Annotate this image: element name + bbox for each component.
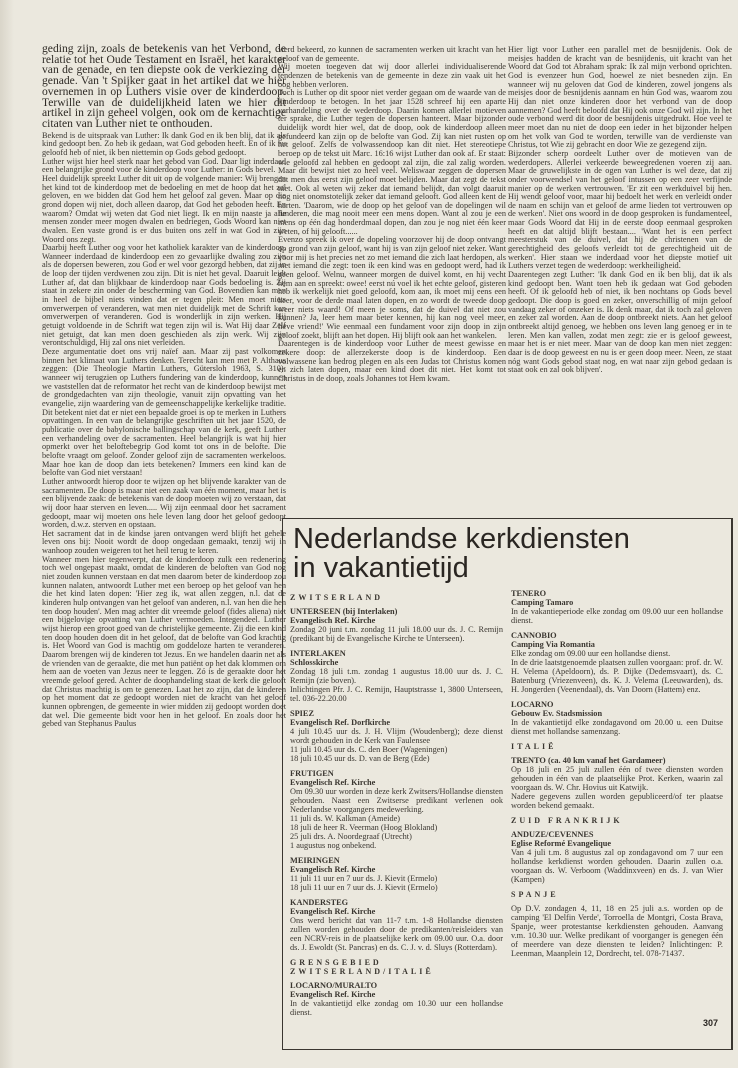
service-detail: Om 09.30 uur worden in deze kerk Zwitsers/Hollandse diensten gehouden. Naast een Zwitserse predikant verlenen ook Nederlandse voorgangers medewerking. (290, 787, 503, 814)
service-place: INTERLAKEN (290, 649, 346, 658)
service-church: Gebouw Ev. Stadsmission (511, 709, 603, 718)
service-detail: Ons werd bericht dat van 11-7 t.m. 1-8 Hollandse diensten zullen worden gehouden door de predikanten/reisleiders van een NCRV-reis in de plaatselijke kerk om 09.00 uur. O.a. door ds. J. Ewoldt (St. Pancras) en ds. C. J. v. d. Sluys (Rotterdam). (290, 916, 503, 952)
article-paragraph: Toch is Luther op dit spoor niet verder gegaan om de waarde van de kinderdoop te betogen. In het jaar 1528 schreef hij een aparte verhandeling over de wederdoop. Daarin komen allerlei motieven ter sprake, die Luther tegen de dopersen hanteert. Maar bijzonder duidelijk wordt hier wel, dat de doop, ook de kinderdoop alleen gefundeerd kan zijn op de belofte van God. Zij kan niet rusten op het geloof. Zelfs de volwassendoop kan dit niet. Het stereotiepe beroep op de tekst uit Marc. 16:16 wijst Luther dan ook af. Er staat: wie geloofd zal hebben en gedoopt zal zijn, die zal zalig worden. Maar dit bewijst niet zo heel veel. Weliswaar zeggen de dopersen dat men dus eerst zijn geloof moet belijden. Maar dat zegt de tekst niet. Ook al weten wij zeker dat iemand belijdt, dan volgt daaruit nog niet onomstotelijk zeker dat iemand gelooft. God alleen kent de harten. 'Daarom, wie de doop op het geloof van de dopelingen wil funderen, die mag nooit meer een mens dopen. Want al zou je een mens op één dag honderdmaal dopen, dan zou je nog niet één keer weten, of hij gelooft...... (278, 88, 506, 236)
article-paragraph: Daarbij heeft Luther oog voor het katholiek karakter van de kinderdoop. Wanneer inderdaad de kinderdoop een zo gevaarlijke dwaling zou zijn als de dopersen beweren, zou God er wel voor gezorgd hebben, dat zij in de loop der tijden verdwenen zou zijn. Dit is niet het geval. Daaruit leidt Luther af, dat dan blijkbaar de kinderdoop naar Gods bedoeling is. Zij staat in zekere zin onder de bescherming van God. Bovendien kan men in heel de bijbel niets vinden dat er tegen pleit: Men moet niets omverwerpen of veranderen, wat men niet duidelijk met de Schrift kan omverwerpen of veranderen. God is wonderlijk in zijn werken. Hij getuigt voldoende in de Schrift wat tegen zijn wil is. Wat Hij daar Zelf niet getuigt, dat kan men doen geschieden als zijn werk. Wij zijn verontschuldigd, Hij zal ons niet verleiden. (42, 243, 286, 348)
service-place: TRENTO (ca. 40 km vanaf het Gardameer) (511, 756, 666, 765)
service-detail: 11 juli 11 uur en 7 uur ds. J. Kievit (Ermelo) (290, 874, 438, 883)
article-paragraph: Bekend is de uitspraak van Luther: Ik dank God en ik ben blij, dat ik als kind gedoopt ben. Zo heb ik gedaan, wat God geboden heeft. En of ik nu geloofd heb of niet, ik ben niettemin op Gods gebod gedoopt. (42, 130, 286, 157)
article-paragraph: Daarentegen is de kinderdoop voor Luther de meest gewisse en zekere doop: de allerzekerste doop is de kinderdoop. Een volwassene kan bedrog plegen en als een Judas tot Christus komen en zich laten dopen, maar een kind doet dit niet. Het komt tot Christus in de doop, zoals Johannes tot Hem kwam. (278, 339, 506, 383)
service-church: Camping Via Romantia (511, 640, 595, 649)
service-entry (511, 756, 723, 810)
article-paragraph: Bijzonder scherp oordeelt Luther over de motieven van de wederdopers. Allerlei verkeerde beweegredenen voeren zij aan. Maar de gruwelijkste in de ogen van Luther is wel deze, dat zij onder voorwendsel van het geloof intussen op een zeer verfijnde manier op de werken vertrouwen. 'Er zit een werkduivel bij hen. Hij wendt geloof voor, maar hij bedoelt het werk en verleidt onder de naam en schijn van et geloof de arme lieden tot vertrouwen op de werken'. Niet ons woord in de doop gesproken is fundamenteel, maar Gods Woord dat Hij in de eerste doop eenmaal gesproken heeft en dat altijd blijft bestaan.... 'Want het is een perfect meesterstuk van de duivel, dat hij de christenen van de gerechtigheid des geloofs verleidt tot de gerechtigheid uit de werken'. Hier staan we inderdaad voor het diepste motief uit Luthers verzet tegen de wederdoop: werkheiligheid. (508, 148, 732, 271)
service-entry (511, 589, 723, 625)
service-church: Schlosskirche (290, 658, 339, 667)
country-heading: ITALIË (511, 742, 557, 751)
article-paragraph: werd bekeerd, zo kunnen de sacramenten werken uit kracht van het geloof van de gemeente. (278, 46, 506, 63)
church-services-box (282, 518, 733, 1050)
service-church: Evangelisch Ref. Kirche (290, 907, 376, 916)
country-heading: ZUID FRANKRIJK (511, 816, 623, 825)
article-paragraph: Wanneer men hier tegenwerpt, dat de kinderdoop zulk een redenering toch wel ongepast maakt, omdat de kinderen de beloften van God nog niet zouden kunnen verstaan en dat men daarom beter de kinderdoop zou kunnen nalaten, antwoordt Luther met een beroep op het geloof van hen die het kind laten dopen: 'Hier zeg ik, wat allen zeggen, n.l. dat de kinderen hulp ontvangen van het geloof van anderen, n.l. van hen die hen ten doop houden'. Men mag achter dit vreemde geloof (fides aliena) niet een bijgelovige opvatting van Luther vermoeden. Integendeel. Luther wijst hierop een groot goed van de christelijke gemeente. Zij die een kind ten doop houden doen dit in het geloof, dat de belofte van God krachtig is. Het Woord van God is machtig om goddeloze harten te veranderen. Daarom brengen wij de kinderen tot Jezus. En we handelen daarin net als de vrienden van de geraakte, die met hun patiënt op het dak klommen om hem aan de voeten van Jezus neer te leggen. Zó is de geraakte door het vreemde geloof gered. Achter de doophandeling staat de kerk die gelooft dat Christus machtig is om te genezen. Laat het zo zijn, dat de kinderen op het moment dat ze gedoopt worden niet de kracht van het geloof kunnen opbrengen, de gemeente in wier midden zij gedoopt worden doet dat wel. Die gemeente bidt voor hen in het geloof. En zoals door het gebed van Stephanus Paulus (42, 554, 286, 729)
service-detail: Op 18 juli en 25 juli zullen één of twee diensten worden gehouden in één van de plaatselijke Prot. Kerken, waarin zal voorgaan ds. W. Chr. Hovius uit Katwijk. (511, 765, 723, 792)
service-church: Evangelisch Ref. Dorfkirche (290, 718, 391, 727)
service-entry (290, 769, 503, 850)
service-place: MEIRINGEN (290, 856, 340, 865)
service-detail: 18 juli 11 uur en 7 uur ds. J. Kievit (Ermelo) (290, 883, 438, 892)
service-detail: Nadere gegevens zullen worden gepubliceerd/of ter plaatse worden bekend gemaakt. (511, 792, 723, 810)
service-entry (290, 898, 503, 952)
service-detail: 1 augustus nog onbekend. (290, 841, 377, 850)
service-detail: 18 juli 10.45 uur ds. D. van de Berg (Ede) (290, 754, 430, 763)
service-place: LOCARNO/MURALTO (290, 981, 378, 990)
service-entry (511, 631, 723, 694)
country-heading: ZWITSERLAND (290, 593, 384, 602)
country-heading: GRENSGEBIED ZWITSERLAND/ITALIË (290, 958, 434, 976)
service-detail: In de vakantieperiode elke zondag om 09.00 uur een hollandse dienst. (511, 607, 723, 625)
article-intro: geding zijn, zoals de betekenis van het Verbond, de relatie tot het Oude Testament en Israël, het karakter van de genade, en ten diepste ook de verkiezing der genade. Van 't Spijker gaat in het artikel dat we hier overnemen in op Luthers visie over de kinderdoop. Terwille van de duidelijkheid laten we hier dit artikel in zijn geheel volgen, ook om de kernachtige citaten van Luther niet te onthouden. (42, 44, 286, 130)
service-detail: Zondag 18 juli t.m. zondag 1 augustus 18.00 uur ds. J. C. Remijn (zie boven). (290, 667, 503, 685)
service-detail: Op D.V. zondagen 4, 11, 18 en 25 juli a.s. worden op de camping 'El Delfin Verde', Torroella de Montgri, Costa Brava, Spanje, weer protestantse kerkdiensten gehouden. Aanvang v.m. 10.30 uur. Welke predikant of voorganger is genegen één of meerdere van deze diensten te leiden? Inlichtingen: P. Leenman, Maanplein 12, Dordrecht, tel. 078-71437. (511, 904, 723, 958)
page-edge (0, 0, 14, 1068)
article-paragraph: Luther antwoordt hierop door te wijzen op het blijvende karakter van de sacramenten. De doop is maar niet een zaak van één moment, maar het is een blijvende zaak: de betekenis van de doop moeten wij zo verstaan, dat wij door haar sterven en leven..... Wij zijn eenmaal door het sacrament gedoopt, maar wij moeten ons hele leven lang door het geloof gedoopt worden, d.w.z. sterven en opstaan. (42, 476, 286, 530)
service-place: LOCARNO (511, 700, 554, 709)
service-place: SPIEZ (290, 709, 314, 718)
box-title (293, 525, 630, 583)
service-entry (290, 649, 503, 703)
service-detail: 18 juli de heer R. Veerman (Hoog Blokland) (290, 823, 438, 832)
article-paragraph: Dit betekent niet dat er niet een bepaalde groei is op te merken in Luthers opvattingen. In een van de belangrijke geschriften uit het jaar 1520, de publicatie over de babylonische ballingschap van de kerk, geeft Luther een verhandeling over de sacramenten. Heel belangrijk is wat hij hier opmerkt over het beloftebegrip God komt tot ons in de belofte. Die belofte vraagt om geloof. Zonder geloof zijn de sacramenten werkeloos. Maar hoe kan de doop dan iets betekenen? Immers een kind kan de belofte van God niet verstaan! (42, 407, 286, 478)
listing-left-column (290, 589, 503, 1023)
service-church: Evangelisch Ref. Kirche (290, 616, 376, 625)
service-detail: 25 juli drs. A. Noordegraaf (Utrecht) (290, 832, 412, 841)
article-paragraph: Het sacrament dat in de kindse jaren ontvangen werd blijft het gehele leven ons bij: Nooit wordt de doop ongedaan gemaakt, tenzij wij in wanhoop zouden weigeren tot het heil terug te keren. (42, 528, 286, 556)
service-place: UNTERSEEN (bij Interlaken) (290, 607, 398, 616)
service-detail: Van 4 juli t.m. 8 augustus zal op zondagavond om 7 uur een hollandse kerkdienst worden gehouden. Daarin zullen o.a. voorgaan ds. W. Verboom (Waddinxveen) en ds. J. van Wier (Kampen) (511, 848, 723, 884)
service-detail: 11 juli ds. W. Kalkman (Ameide) (290, 814, 401, 823)
article-paragraph: Luther wijst hier heel sterk naar het gebod van God. Daar ligt inderdaad een belangrijke grond voor de kinderdoop voor Luther: in Gods bevel. (42, 156, 286, 175)
service-detail: In de vakantietijd elke zondagavond om 20.00 u. een Duitse dienst met hollandse samenzang. (511, 718, 723, 736)
service-detail: Zondag 20 juni t.m. zondag 11 juli 18.00 uur ds. J. C. Remijn (predikant bij de Evangelische Kirche te Unterseen). (290, 625, 503, 643)
service-church: Eglise Reformé Evangelique (511, 839, 612, 848)
service-place: KANDERSTEG (290, 898, 349, 907)
service-detail: Elke zondag om 09.00 uur een hollandse dienst. (511, 649, 671, 658)
service-entry (511, 700, 723, 736)
service-detail: 4 juli 10.45 uur ds. J. H. Vlijm (Woudenberg); deze dienst wordt gehouden in de Kerk van Faulensee (290, 727, 503, 745)
listing-right-column (511, 589, 723, 964)
service-entry (511, 830, 723, 884)
service-church: Evangelisch Ref. Kirche (290, 778, 376, 787)
service-entry (290, 607, 503, 643)
service-church: Evangelisch Ref. Kirche (290, 990, 376, 999)
service-place: ANDUZE/CEVENNES (511, 830, 594, 839)
service-place: FRUTIGEN (290, 769, 334, 778)
article-column-1 (42, 44, 286, 1024)
service-detail: Inlichtingen Pfr. J. C. Remijn, Hauptstrasse 1, 3800 Unterseen, tel. 036-22.20.00 (290, 685, 503, 703)
article-paragraph: Evenzo spreek ik over de dopeling voorzover hij de doop ontvangt op grond van zijn geloof, want hij is van zijn geloof niet zeker. Want voor mij is het precies net zo met iemand die zich laat herdopen, als met iemand die zegt: toen ik een kind was en gedoopt werd, had ik geen geloof. Welnu, wanneer morgen de duivel komt, en hij vecht hem aan en spreekt: owee! eerst nú voel ik het echte geloof, gisteren heb ik werkelijk niet goed geloofd, kom aan, ik moet mij eens een keer, voor de derde maal laten dopen, en zo wordt de tweede doop weer niets waard! Of meen je soms, dat de duivel dat niet zou kunnen? Ja, leer hem maar beter kennen, hij kan nog veel meer, lieve vriend!' Wie eenmaal een fundament voor zijn doop in zijn geloof zoekt, blijft aan het dopen. Hij blijft ook aan het wankelen. (278, 235, 506, 340)
service-church: Evangelisch Ref. Kirche (290, 865, 376, 874)
service-place: CANNOBIO (511, 631, 557, 640)
service-place: TENERO (511, 589, 547, 598)
service-entry (290, 856, 503, 892)
article-paragraph: Wij moeten toegeven dat wij door allerlei individualiserende tendenzen de betekenis van de gemeente in deze zin vaak uit het oog hebben verloren. (278, 62, 506, 89)
service-entry (511, 904, 723, 958)
service-entry (290, 709, 503, 763)
article-column-2 (278, 46, 506, 514)
article-paragraph: Hier ligt voor Luther een parallel met de besnijdenis. Ook de meisjes hadden de kracht van de besnijdenis, uit kracht van het Woord dat God tot Abraham sprak: Ik zal mijn verbond oprichten. God is evenzeer hun God, hoewel ze niet besneden zijn. En wanneer wij nu geloven dat God de kinderen, zowel jongens als meisjes door de besnijdenis aannam en hún God was, waarom zou Hij dan niet onze kinderen door het verbond van de doop aannemen? God heeft beloofd dat Hij ook onze God wil zijn. In het oude verbond werd dit door de besnijdenis uitgedrukt. Hoe veel te meer moet dan nu niet de doop een ieder in het bijzonder helpen om het volk van God te worden, terwille van de verdienste van Christus, tot Wie zij gebracht en door Wie ze gezegend zijn. (508, 46, 732, 150)
article-paragraph: Deze argumentatie doet ons vrij naïef aan. Maar zij past volkomen binnen het klimaat van Luthers denken. Terecht kan men met P. Althaus zeggen: (Die Theologie Martin Luthers, Gütersloh 1963, S. 310): wanneer wij terugzien op Luthers fundering van de kinderdoop, kunnen we vaststellen dat de reformator het recht van de kinderdoop bewijst met de grondgedachten van zijn theologie, vanuit zijn opvatting van het evangelie, zijn waardering van de gemeenschappelijke kerkelijke traditie. (42, 347, 286, 408)
service-detail: 11 juli 10.45 uur ds. C. den Boer (Wageningen) (290, 745, 448, 754)
page-number: 307 (703, 1018, 719, 1028)
box-title-line-2: in vakantietijd (293, 552, 469, 584)
service-detail: In de drie laatstgenoemde plaatsen zullen voorgaan: prof. dr. W. H. Velema (Apeldoorn), ds. P. Dijke (Dedemsvaart), ds. C. Batenburg (Vriezenveen), ds. K. J. Velema (Leeuwarden), ds. H. Jongerden (Veenendaal), ds. Van Doorn (Hattem) enz. (511, 658, 723, 694)
box-title-line-1: Nederlandse kerkdiensten (293, 523, 630, 555)
article-column-3 (508, 46, 732, 514)
service-detail: In de vakantietijd elke zondag om 10.30 uur een hollandse dienst. (290, 999, 503, 1017)
service-church: Camping Tamaro (511, 598, 574, 607)
service-entry (290, 981, 503, 1017)
article-paragraph: Daarentegen zegt Luther: 'Ik dank God en ik ben blij, dat ik als kind gedoopt ben. Want toen heb ik gedaan wat God geboden heeft. Of ik geloofd heb of niet, ik ben nochtans op Gods bevel gedoopt. Die doop is goed en zeker, onverschillig of mijn geloof vandaag zeker of onzeker is. Ik denk maar, dat ik toch zal geloven en zeker zal worden. Aan de doop ontbreekt niets. Aan het geloof ontbreekt altijd genoeg, we hebben ons leven lang genoeg er in te leren. Men kan vallen, zodat men zegt: zie er is geloof geweest, maar het is er niet meer. Maar van de doop kan men niet zeggen: daar is de doop geweest en nu is er geen doop meer. Neen, ze staat nóg want Gods gebod staat nog, en wat naar zijn gebod gedaan is staat ook en zal ook blijven'. (508, 270, 732, 375)
article-paragraph: Heel duidelijk spreekt Luther dit uit op de volgende manier: Wij brengen het kind tot de kinderdoop met de bedoeling en met de hoop dat het zal geloven, en we bidden dat God hem het geloof zal geven. Maar op die grond dopen wij niet, doch alleen daarop, dat God het geboden heeft. En waarom? Omdat wij weten dat God niet liegt. Ik en mijn naaste ja alle mensen zonder meer mogen dwalen en bedriegen, Gods Woord kan niet dwalen. Een vaste grond is er dus buiten ons zelf in wat God in zijn Woord ons zegt. (42, 173, 286, 244)
country-heading: SPANJE (511, 890, 559, 899)
